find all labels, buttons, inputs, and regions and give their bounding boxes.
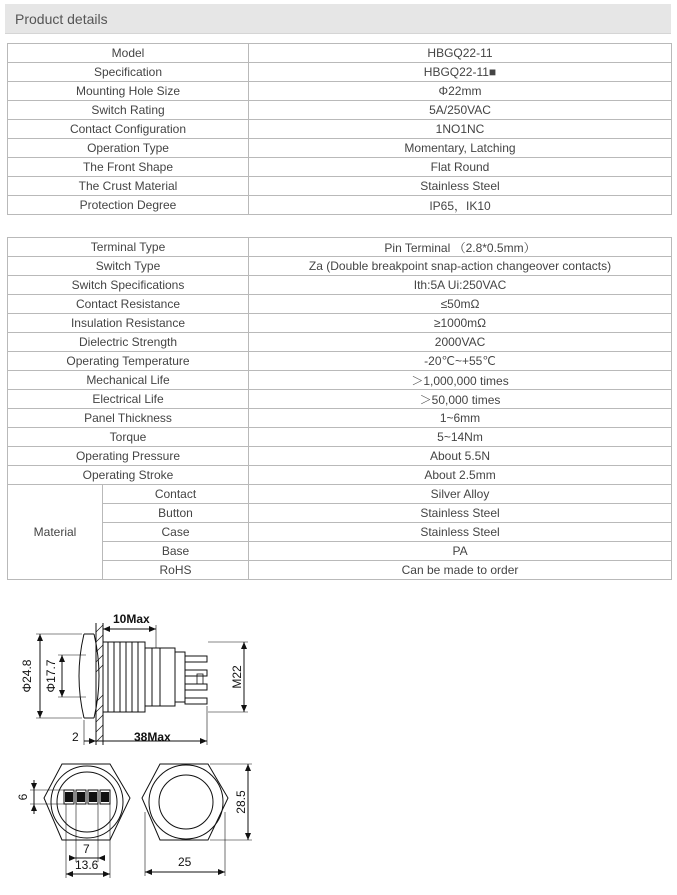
table-row <box>8 177 672 196</box>
table-row <box>8 158 672 177</box>
spec-label: Operation Type <box>8 139 249 158</box>
spec-value: IP65，IK10 <box>249 196 672 215</box>
spec-label: Mechanical Life <box>8 371 249 390</box>
spec-value: 2000VAC <box>249 333 672 352</box>
spec-value: About 5.5N <box>249 447 672 466</box>
spec-value: 1NO1NC <box>249 120 672 139</box>
table-row <box>8 120 672 139</box>
spec-label: Panel Thickness <box>8 409 249 428</box>
spec-label: Model <box>8 44 249 63</box>
spec-value: HBGQ22-11■ <box>249 63 672 82</box>
spec-label: Dielectric Strength <box>8 333 249 352</box>
spec-value: Φ22mm <box>249 82 672 101</box>
material-part-label: Button <box>103 504 249 523</box>
table-row <box>8 371 672 390</box>
table-row <box>8 257 672 276</box>
table-row <box>8 485 672 504</box>
table-row <box>8 447 672 466</box>
table-row <box>8 333 672 352</box>
dim-label: 2 <box>72 730 79 744</box>
spec-label: Mounting Hole Size <box>8 82 249 101</box>
spec-value: 1~6mm <box>249 409 672 428</box>
spec-label: Terminal Type <box>8 238 249 257</box>
spec-value: HBGQ22-11 <box>249 44 672 63</box>
spec-value: ＞50,000 times <box>249 390 672 409</box>
dim-label: 7 <box>83 842 90 856</box>
spec-value: 5A/250VAC <box>249 101 672 120</box>
material-part-value: Silver Alloy <box>249 485 672 504</box>
spec-value: Flat Round <box>249 158 672 177</box>
table-row <box>8 139 672 158</box>
dim-label: 6 <box>16 793 30 801</box>
section-title: Product details <box>15 11 108 27</box>
spec-value: Ith:5A Ui:250VAC <box>249 276 672 295</box>
spec-label: Specification <box>8 63 249 82</box>
table-row <box>8 504 672 523</box>
table-row <box>8 82 672 101</box>
spec-label: Contact Configuration <box>8 120 249 139</box>
spec-label: Operating Pressure <box>8 447 249 466</box>
dim-label: 13.6 <box>75 858 99 872</box>
table-row <box>8 196 672 215</box>
material-part-value: PA <box>249 542 672 561</box>
material-group-label: Material <box>8 485 103 580</box>
table-row <box>8 295 672 314</box>
spec-label: Torque <box>8 428 249 447</box>
dim-label: M22 <box>230 665 244 689</box>
spec-label: Switch Specifications <box>8 276 249 295</box>
dimension-drawing <box>0 600 677 895</box>
spec-value: ≥1000mΩ <box>249 314 672 333</box>
spec-label: Contact Resistance <box>8 295 249 314</box>
spec-label: The Front Shape <box>8 158 249 177</box>
dim-label: Φ17.7 <box>44 659 58 693</box>
table-row <box>8 352 672 371</box>
dim-label: Φ24.8 <box>20 659 34 693</box>
spec-value: ≤50mΩ <box>249 295 672 314</box>
spec-table-basic <box>7 43 672 215</box>
dim-label: 25 <box>178 855 192 869</box>
spec-value: 5~14Nm <box>249 428 672 447</box>
spec-label: Protection Degree <box>8 196 249 215</box>
spec-label: Switch Type <box>8 257 249 276</box>
material-part-value: Can be made to order <box>249 561 672 580</box>
section-header <box>5 4 671 34</box>
material-part-label: Case <box>103 523 249 542</box>
table-row <box>8 101 672 120</box>
table-row <box>8 428 672 447</box>
table-row <box>8 466 672 485</box>
table-row <box>8 523 672 542</box>
material-part-value: Stainless Steel <box>249 523 672 542</box>
table-row <box>8 314 672 333</box>
dim-label: 28.5 <box>234 790 248 814</box>
spec-value: Za (Double breakpoint snap-action changeover contacts) <box>249 257 672 276</box>
table-row <box>8 44 672 63</box>
spec-label: The Crust Material <box>8 177 249 196</box>
spec-value: Momentary, Latching <box>249 139 672 158</box>
table-row <box>8 276 672 295</box>
spec-value: Pin Terminal （2.8*0.5mm） <box>249 238 672 257</box>
table-row <box>8 63 672 82</box>
spec-label: Switch Rating <box>8 101 249 120</box>
spec-label: Electrical Life <box>8 390 249 409</box>
material-part-label: RoHS <box>103 561 249 580</box>
spec-label: Insulation Resistance <box>8 314 249 333</box>
dim-label: 10Max <box>113 612 150 626</box>
spec-value: Stainless Steel <box>249 177 672 196</box>
spec-value: -20℃~+55℃ <box>249 352 672 371</box>
table-row <box>8 542 672 561</box>
spec-table-technical <box>7 237 672 580</box>
dim-label: 38Max <box>134 730 171 744</box>
table-row <box>8 238 672 257</box>
spec-label: Operating Temperature <box>8 352 249 371</box>
table-row <box>8 390 672 409</box>
table-row <box>8 409 672 428</box>
spec-value: ＞1,000,000 times <box>249 371 672 390</box>
table-row <box>8 561 672 580</box>
material-part-value: Stainless Steel <box>249 504 672 523</box>
spec-value: About 2.5mm <box>249 466 672 485</box>
material-part-label: Contact <box>103 485 249 504</box>
spec-label: Operating Stroke <box>8 466 249 485</box>
material-part-label: Base <box>103 542 249 561</box>
